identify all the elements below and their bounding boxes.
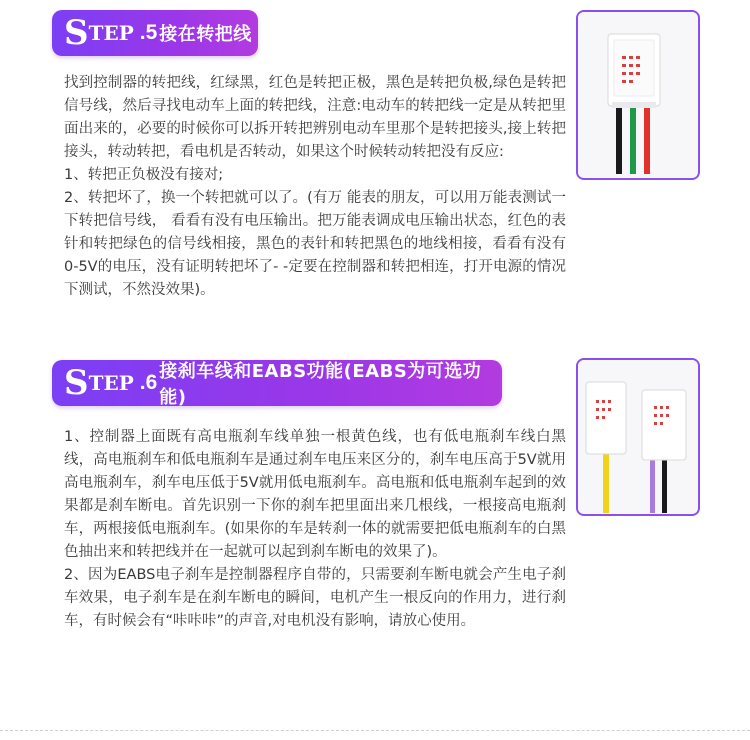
step5-number: .5: [139, 21, 158, 44]
bottom-divider: [0, 730, 750, 731]
high-brake-connector: [586, 382, 626, 454]
brake-connectors-photo: [576, 358, 700, 516]
step6-tep-text: TEP: [88, 371, 134, 395]
step5-paragraph: 找到控制器的转把线，红绿黑，红色是转把正极，黑色是转把负极,绿色是转把信号线，然后寻找电动车上面的转把线，注意:电动车的转把线一定是从转把里面出来的，必要的时候你可以拆开转把辨别电动车里那个是转把接头,接上转把接头，转动转把，看电机是否转动，如果这个时候转动转把没有反应:: [64, 75, 566, 160]
purple-wire: [650, 456, 655, 513]
throttle-connector-photo: [576, 10, 700, 180]
step6-paragraph: 2、因为EABS电子刹车是控制器程序自带的，只需要刹车断电就会产生电子刹车效果，电子刹车是在刹车断电的瞬间，电机产生一根反向的作用力，进行刹车，有时候会有“咔咔咔”的声音,对电机没有影响，请放心使用。: [64, 567, 566, 629]
black-wire: [616, 104, 622, 174]
step5-banner: [52, 10, 258, 56]
step6-body: [64, 426, 566, 633]
step5-body: [64, 72, 566, 302]
step6-banner: [52, 360, 502, 406]
black-wire-brake: [662, 456, 667, 513]
step6-title: 接刹车线和EABS功能(EABS为可选功能): [159, 361, 482, 408]
step5-paragraph: 1、转把正负极没有接对;: [64, 167, 224, 183]
step5-paragraph: 2、转把坏了，换一个转把就可以了。(有万 能表的朋友，可以用万能表测试一下转把信号线， 看看有没有电压输出。把万能表调成电压输出状态，红色的表针和转把绿色的信号线相接，黑色的表针和转把黑色的地线相接，看看有没有0-5V的电压，没有证明转把坏了- -定要在控制器和转把相连，打开电源的情况下测试，不然没效果)。: [64, 190, 566, 298]
throttle-connector-illustration: [578, 12, 697, 177]
step5-s-letter: S: [64, 13, 89, 53]
step5-tep-text: TEP: [88, 21, 134, 45]
step6-number: .6: [139, 371, 158, 394]
step6-paragraph: 1、控制器上面既有高电瓶刹车线单独一根黄色线，也有低电瓶刹车线白黑线，高电瓶刹车和低电瓶刹车是通过刹车电压来区分的，刹车电压高于5V就用高电瓶刹车，刹车电压低于5V就用低电瓶刹车。高电瓶和低电瓶刹车起到的效果都是刹车断电。首先识别一下你的刹车把里面出来几根线，一根接高电瓶刹车，两根接低电瓶刹车。(如果你的车是转刹一体的就需要把低电瓶刹车的白黑色抽出来和转把线并在一起就可以起到刹车断电的效果了)。: [64, 429, 566, 560]
step5-title: 接在转把线: [159, 24, 252, 45]
brake-connectors-illustration: [578, 360, 697, 513]
red-wire: [644, 104, 650, 174]
low-brake-connector: [642, 390, 686, 460]
green-wire: [630, 104, 636, 174]
step6-s-letter: S: [64, 363, 89, 403]
yellow-wire: [603, 450, 609, 513]
